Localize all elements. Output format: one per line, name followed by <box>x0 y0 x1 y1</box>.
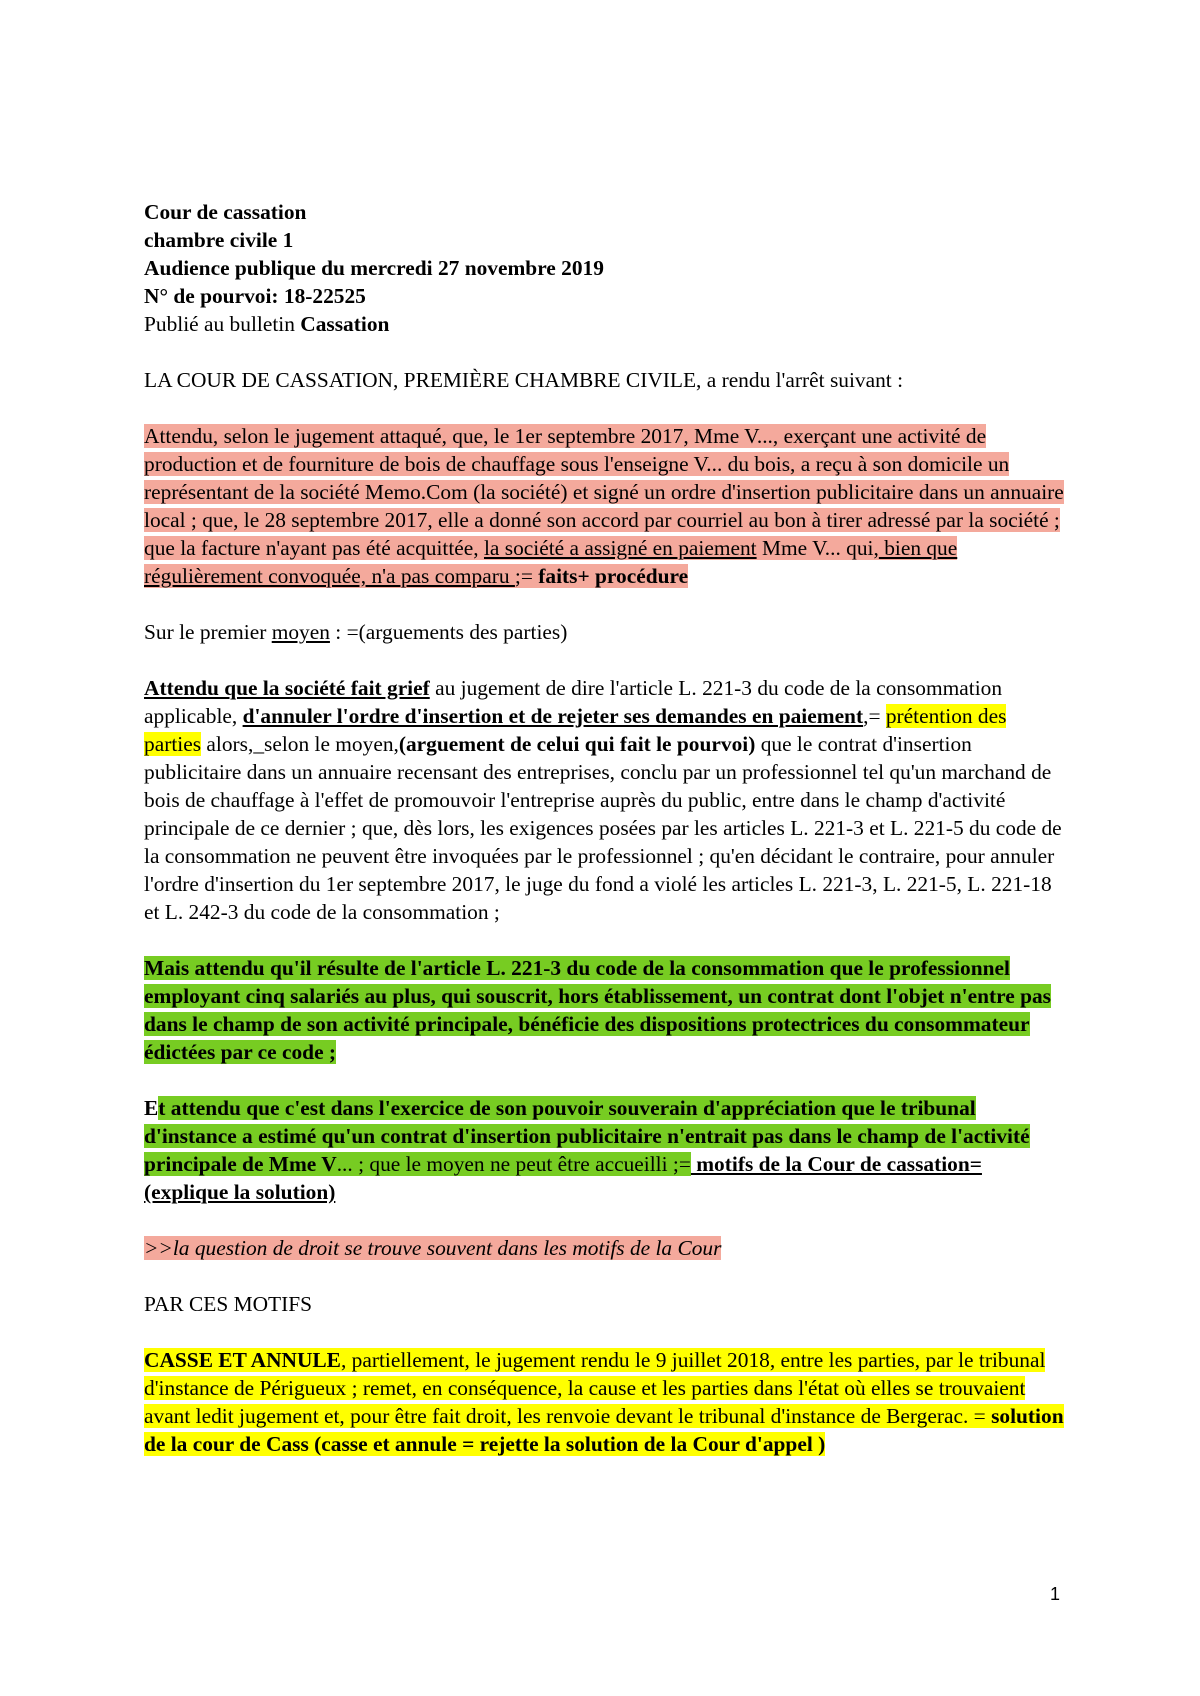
court-name: Cour de cassation <box>144 200 307 224</box>
et-attendu-paragraph <box>144 1094 1064 1206</box>
chamber-name: chambre civile 1 <box>144 228 294 252</box>
publication-line <box>144 310 1064 338</box>
page-number: 1 <box>1050 1584 1061 1604</box>
moyen-paragraph <box>144 618 1064 646</box>
grief-text-5: que le contrat d'insertion publicitaire dans un annuaire recensant des entreprises, conclu par un professionnel tel qu'un marchand de bois de chauffage à l'effet de promouvoir l'entreprise auprès du public, entre dans le champ d'activité principale de ce dernier ; que, dès lors, les exigences posées par les articles L. 221-3 et L. 221-5 du code de la consommation ne peuvent être invoquées par le professionnel ; qu'en décidant le contraire, pour annuler l'ordre d'insertion du 1er septembre 2017, le juge du fond a violé les articles L. 221-3, L. 221-5, L. 221-18 et L. 242-3 du code de la consommation ; <box>144 732 1062 924</box>
grief-bold-3: (arguement de celui qui fait le pourvoi) <box>398 732 756 756</box>
moyen-word: moyen <box>271 620 330 644</box>
decision-header <box>144 198 1064 338</box>
hearing-date: Audience publique du mercredi 27 novembre 2019 <box>144 256 604 280</box>
grief-bold-2: d'annuler l'ordre d'insertion et de rejeter ses demandes en paiement <box>242 704 864 728</box>
et-attendu-first-letter: E <box>144 1096 159 1120</box>
facts-text-2: Mme V... qui, <box>756 536 879 560</box>
par-ces-motifs: PAR CES MOTIFS <box>144 1292 313 1316</box>
facts-underlined-2: bien que régulièrement convoquée, n'a pas comparu <box>144 536 958 588</box>
publication-prefix: Publié au bulletin <box>144 312 301 336</box>
moyen-suffix: : =(arguements des parties) <box>329 620 568 644</box>
grief-text-1: au jugement de dire l'article L. 221-3 du code de la consommation applicable, <box>144 676 1003 728</box>
facts-text: Attendu, selon le jugement attaqué, que, le 1er septembre 2017, Mme V..., exerçant une activité de production et de fourniture de bois de chauffage sous l'enseigne V... du bois, a reçu à son domicile un représentant de la société Memo.Com (la société) et signé un ordre d'insertion publicitaire dans un annuaire local ; que, le 28 septembre 2017, elle a donné son accord par courriel au bon à tirer adressé par la société ; que la facture n'ayant pas été acquittée, <box>144 424 1064 560</box>
grief-text-4: _selon le moyen, <box>253 732 399 756</box>
facts-annotation: faits+ procédure <box>538 564 689 588</box>
mais-attendu-paragraph <box>144 954 1064 1066</box>
grief-paragraph <box>144 674 1064 926</box>
facts-text-3: ;= <box>514 564 539 588</box>
casse-text: , partiellement, le jugement rendu le 9 juillet 2018, entre les parties, par le tribunal d'instance de Périgueux ; remet, en conséquence, la cause et les parties dans l'état où elles se trouvaient avant ledit jugement et, pour être fait droit, les renvoie devant le tribunal d'instance de Bergerac. = <box>144 1348 1046 1428</box>
et-attendu-bold: t attendu que c'est dans l'exercice de son pouvoir souverain d'appréciation que le tribunal d'instance a estimé qu'un contrat d'insertion publicitaire n'entrait pas dans le champ de l'activité principale de Mme V <box>144 1096 1030 1176</box>
grief-bold-1: Attendu que la société fait grief <box>144 676 430 700</box>
casse-paragraph <box>144 1346 1064 1458</box>
casse-bold: CASSE ET ANNULE <box>144 1348 341 1372</box>
moyen-prefix: Sur le premier <box>144 620 272 644</box>
document-body <box>144 198 1064 1486</box>
casse-bold-end: solution de la cour de Cass (casse et annule = rejette la solution de la Cour d'appel ) <box>144 1404 1064 1456</box>
publication-result: Cassation <box>300 312 390 336</box>
et-attendu-motifs: motifs de la Cour de cassation= (explique la solution) <box>144 1152 982 1204</box>
note-text: >>la question de droit se trouve souvent dans les motifs de la Cour <box>144 1236 722 1260</box>
facts-paragraph <box>144 422 1064 590</box>
appeal-number: N° de pourvoi: 18-22525 <box>144 284 366 308</box>
grief-text-3: alors, <box>201 732 254 756</box>
grief-pretention: prétention des parties <box>144 704 1007 756</box>
facts-underlined-1: la société a assigné en paiement <box>483 536 757 560</box>
intro-paragraph: LA COUR DE CASSATION, PREMIÈRE CHAMBRE CIVILE, a rendu l'arrêt suivant : <box>144 368 904 392</box>
et-attendu-green: ... ; que le moyen ne peut être accueilli ;= <box>336 1152 691 1176</box>
mais-attendu-text: Mais attendu qu'il résulte de l'article L. 221-3 du code de la consommation que le professionnel employant cinq salariés au plus, qui souscrit, hors établissement, un contrat dont l'objet n'entre pas dans le champ de son activité principale, bénéficie des dispositions protectrices du consommateur édictées par ce code ; <box>144 956 1051 1064</box>
grief-text-2: ,= <box>863 704 886 728</box>
note-paragraph <box>144 1234 1064 1262</box>
